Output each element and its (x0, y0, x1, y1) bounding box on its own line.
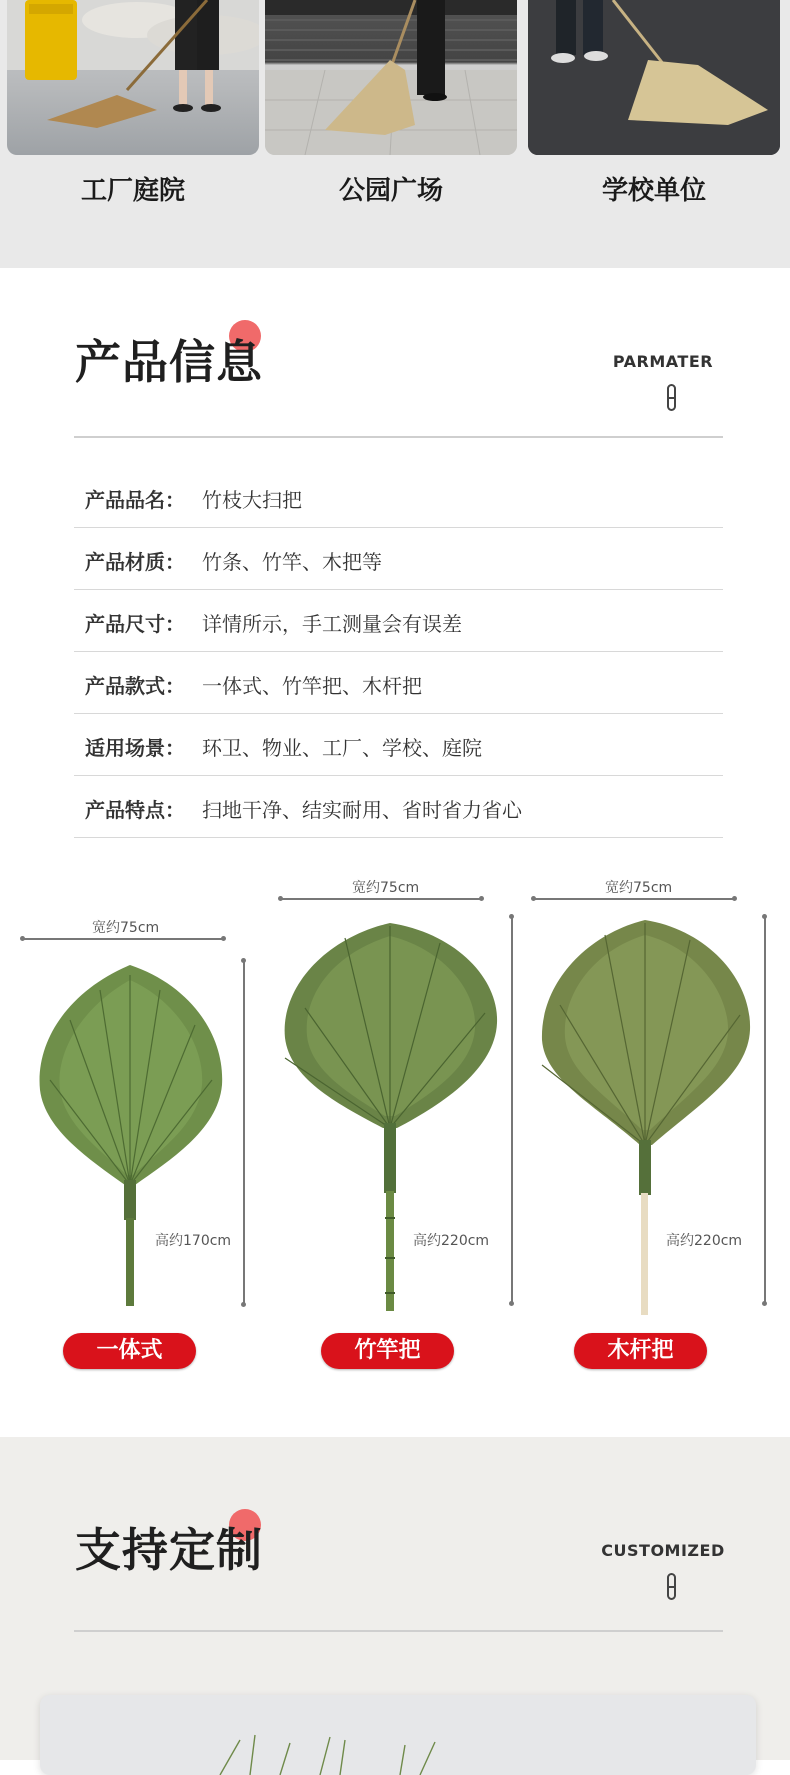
height-dimension-line (243, 960, 245, 1305)
params-section-title: 产品信息 (75, 335, 263, 389)
param-row (74, 652, 723, 714)
section-divider (74, 1630, 723, 1632)
scene-label-school: 学校单位 (601, 176, 706, 206)
param-row (74, 776, 723, 838)
broom-width-label: 宽约75cm (352, 880, 420, 896)
param-key: 产品材质： (85, 550, 185, 574)
width-dimension-line (280, 898, 482, 900)
param-value: 扫地干净、结实耐用、省时省力省心 (202, 798, 522, 822)
scene-label-park: 公园广场 (338, 176, 443, 206)
broom-height-label: 高约220cm (666, 1233, 743, 1249)
style-badge-bamboo-pole: 竹竿把 (321, 1333, 454, 1369)
scroll-pill-icon (667, 384, 676, 411)
param-row (74, 466, 723, 528)
scroll-pill-icon (667, 1573, 676, 1600)
custom-section-subtitle: CUSTOMIZED (601, 1541, 725, 1560)
width-dimension-line (22, 938, 224, 940)
broom-height-label: 高约170cm (155, 1233, 232, 1249)
scene-park-image (265, 0, 517, 155)
section-divider (74, 436, 723, 438)
scene-school-image (528, 0, 780, 155)
broom-height-label: 高约220cm (413, 1233, 490, 1249)
height-dimension-line (764, 916, 766, 1304)
height-dimension-line (511, 916, 513, 1304)
custom-image-card (40, 1695, 756, 1775)
param-key: 产品品名： (85, 488, 185, 512)
scene-factory-image (7, 0, 259, 155)
param-value: 一体式、竹竿把、木杆把 (202, 674, 422, 698)
param-row (74, 528, 723, 590)
param-row (74, 714, 723, 776)
param-value: 竹枝大扫把 (202, 488, 302, 512)
param-value: 环卫、物业、工厂、学校、庭院 (202, 736, 482, 760)
usage-scenes-section (0, 0, 790, 268)
param-row (74, 590, 723, 652)
params-section-subtitle: PARMATER (612, 352, 714, 371)
style-badge-wooden-pole: 木杆把 (574, 1333, 707, 1369)
width-dimension-line (533, 898, 735, 900)
param-value: 详情所示，手工测量会有误差 (202, 612, 462, 636)
broom-width-label: 宽约75cm (605, 880, 673, 896)
scene-label-factory: 工厂庭院 (80, 176, 185, 206)
broom-width-label: 宽约75cm (92, 920, 160, 936)
param-key: 适用场景： (85, 736, 185, 760)
broom-image-bamboo-pole (275, 918, 505, 1318)
param-key: 产品尺寸： (85, 612, 185, 636)
custom-section-title: 支持定制 (75, 1523, 263, 1577)
param-key: 产品款式： (85, 674, 185, 698)
style-badge-one-piece: 一体式 (63, 1333, 196, 1369)
broom-image-wooden-pole (530, 915, 760, 1320)
broom-image-one-piece (30, 960, 230, 1310)
param-value: 竹条、竹竿、木把等 (202, 550, 382, 574)
param-key: 产品特点： (85, 798, 185, 822)
